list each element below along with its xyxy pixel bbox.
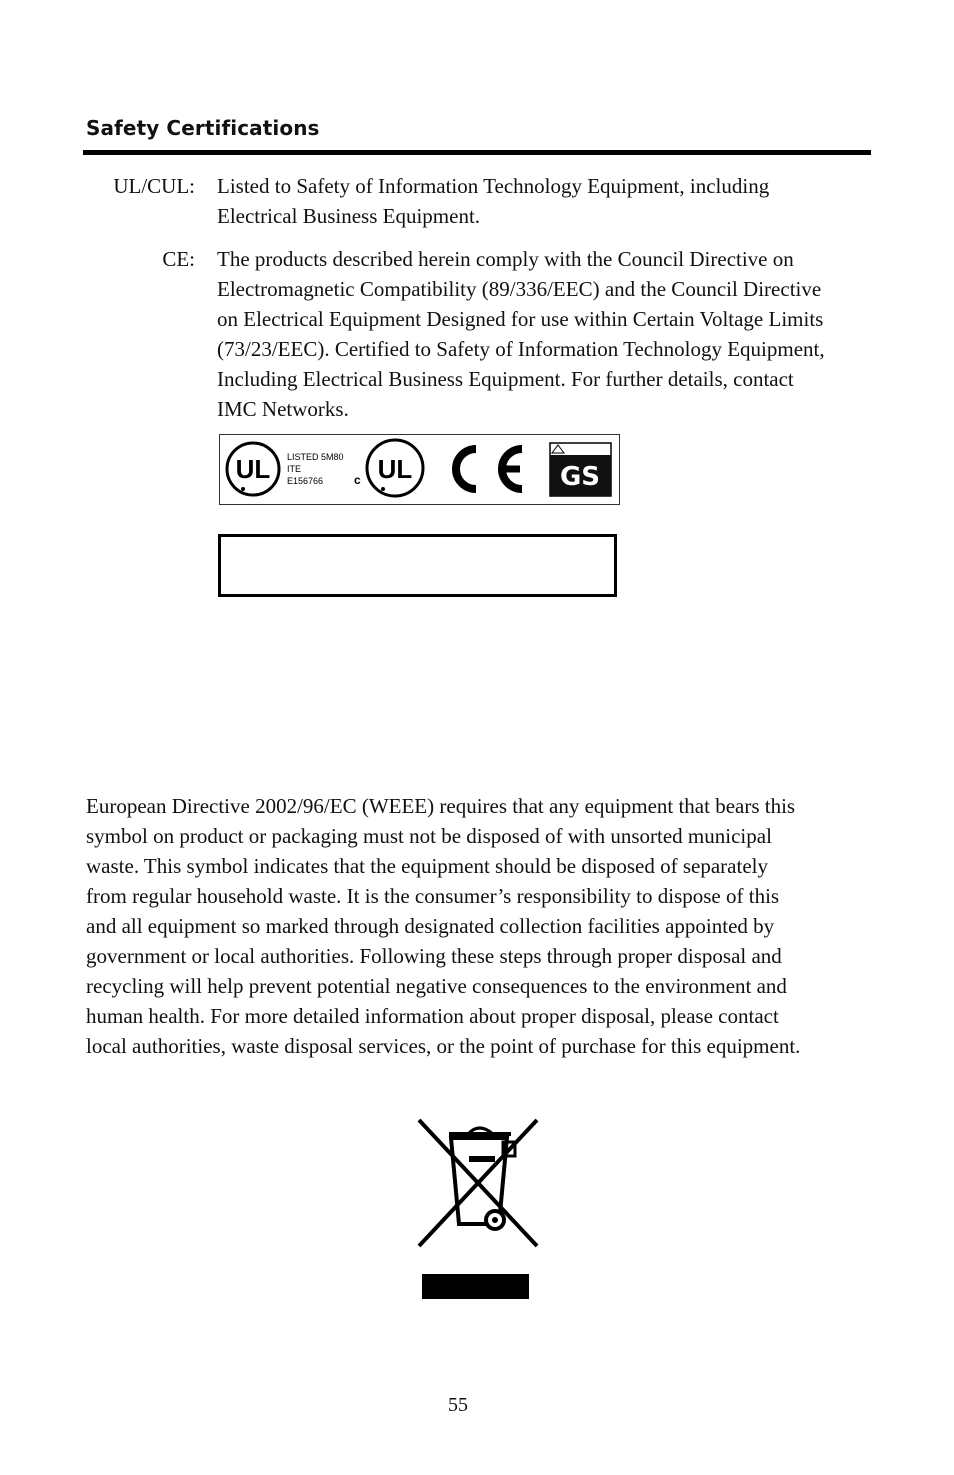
cert-label: CE: (162, 247, 195, 271)
gs-mark-logo (550, 443, 611, 496)
ul-listing-line: LISTED 5M80 (287, 452, 344, 462)
weee-line: and all equipment so marked through designated collection facilities appointed by (86, 914, 775, 938)
cul-prefix: c (354, 473, 361, 487)
weee-line: government or local authorities. Following these steps through proper disposal and (86, 944, 782, 968)
ul-listing-line: E156766 (287, 476, 324, 486)
ul-logo (227, 443, 279, 495)
weee-line: human health. For more detailed information about proper disposal, please contact (86, 1004, 779, 1028)
ul-listing-line: ITE (287, 464, 302, 474)
section-title: Safety Certifications (86, 116, 320, 140)
weee-line: from regular household waste. It is the consumer’s responsibility to dispose of this (86, 884, 780, 908)
cert-line: (73/23/EEC). Certified to Safety of Information Technology Equipment, (217, 337, 825, 361)
weee-line: local authorities, waste disposal services, or the point of purchase for this equipment. (86, 1034, 801, 1058)
title-rule (83, 150, 871, 155)
ul-listing-text (287, 452, 344, 486)
weee-paragraph (86, 791, 876, 1061)
ul-logo-text: UL (235, 454, 271, 484)
cul-logo (354, 440, 423, 496)
weee-line: waste. This symbol indicates that the equipment should be disposed of separately (86, 854, 768, 878)
empty-outlined-box (218, 534, 617, 597)
certification-logos-graphic (220, 435, 618, 503)
weee-line: recycling will help prevent potential negative consequences to the environment and (86, 974, 787, 998)
weee-line: symbol on product or packaging must not be disposed of with unsorted municipal (86, 824, 772, 848)
cert-text (217, 171, 867, 231)
page-number: 55 (448, 1394, 468, 1416)
cert-line: IMC Networks. (217, 397, 349, 421)
certification-logos (219, 434, 620, 505)
cert-label: UL/CUL: (113, 174, 195, 198)
cert-line: Electrical Business Equipment. (217, 204, 481, 228)
cert-line: Listed to Safety of Information Technology Equipment, including (217, 174, 770, 198)
cert-line: Including Electrical Business Equipment. For further details, contact (217, 367, 794, 391)
weee-bin-icon (413, 1114, 543, 1304)
cert-text (217, 244, 867, 424)
cul-logo-text: UL (377, 454, 413, 484)
gs-mark-text: GS (559, 462, 601, 492)
ce-mark-logo (456, 449, 522, 489)
cert-line: Electromagnetic Compatibility (89/336/EEC) and the Council Directive (217, 277, 822, 301)
cert-line: The products described herein comply with the Council Directive on (217, 247, 794, 271)
weee-line: European Directive 2002/96/EC (WEEE) requires that any equipment that bears this (86, 794, 796, 818)
cert-line: on Electrical Equipment Designed for use within Certain Voltage Limits (217, 307, 824, 331)
